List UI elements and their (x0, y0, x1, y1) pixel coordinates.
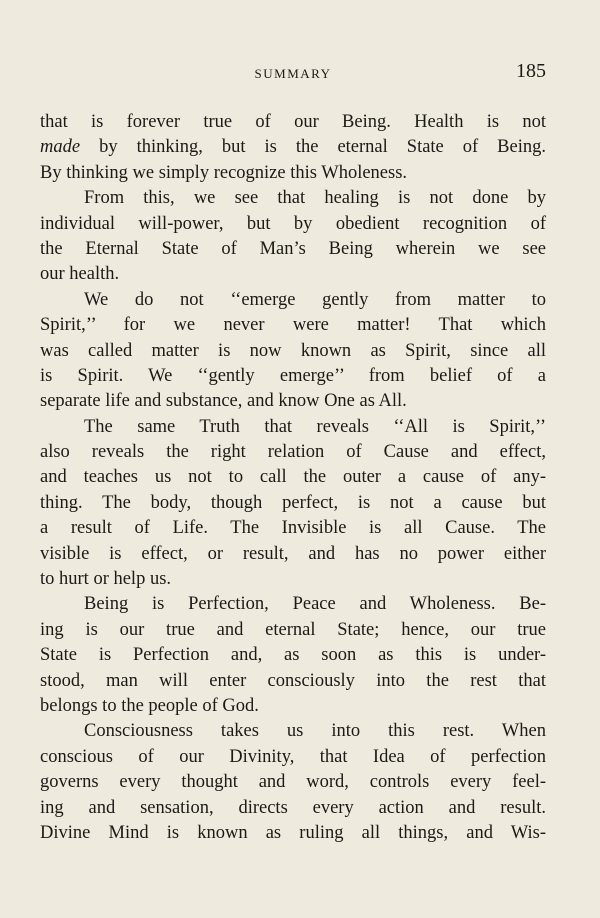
text-line: a result of Life. The Invisible is all Cause. The (40, 518, 546, 539)
running-head (40, 60, 546, 86)
italic-word: made (40, 137, 81, 158)
text-line: From this, we see that healing is not done by (84, 188, 546, 209)
text-line: Consciousness takes us into this rest. When (84, 721, 546, 742)
text-line: that is forever true of our Being. Health is not (40, 112, 546, 132)
text-line: individual will-power, but by obedient recognition of (40, 213, 546, 234)
text-line: conscious of our Divinity, that Idea of perfection (40, 746, 546, 767)
text-line: State is Perfection and, as soon as this is under- (40, 645, 546, 666)
text-line: and teaches us not to call the outer a cause of any- (40, 467, 546, 488)
text-line: to hurt or help us. (40, 569, 172, 590)
text-line: was called matter is now known as Spirit, since all (40, 340, 546, 361)
page-number: 185 (516, 60, 546, 82)
text-line: thing. The body, though perfect, is not a cause but (40, 492, 546, 513)
text-line: The same Truth that reveals ‘‘All is Spirit,’’ (84, 416, 546, 437)
text-fragment: by thinking, but is the eternal State of Being. (80, 137, 546, 158)
text-line: Being is Perfection, Peace and Wholeness. Be- (84, 594, 546, 615)
text-line: also reveals the right relation of Cause and effect, (40, 442, 546, 463)
text-line: We do not ‘‘emerge gently from matter to (84, 289, 546, 310)
text-line: is Spirit. We ‘‘gently emerge’’ from belief of a (40, 365, 546, 386)
text-line (40, 135, 546, 160)
text-line: Divine Mind is known as ruling all things, and Wis- (40, 822, 546, 843)
text-line: our health. (40, 264, 120, 285)
text-line: ing is our true and eternal State; hence, our true (40, 619, 546, 640)
text-line: By thinking we simply recognize this Wholeness. (40, 162, 408, 183)
running-title: SUMMARY (254, 66, 332, 81)
text-line: separate life and substance, and know One as All. (40, 391, 407, 412)
text-line: governs every thought and word, controls every feel- (40, 772, 546, 793)
text-line: stood, man will enter consciously into the rest that (40, 670, 546, 691)
text-line: the Eternal State of Man’s Being wherein we see (40, 238, 546, 259)
text-line: visible is effect, or result, and has no power either (40, 543, 546, 564)
text-line: belongs to the people of God. (40, 695, 259, 716)
text-line: ing and sensation, directs every action and result. (40, 797, 546, 818)
text-line: Spirit,’’ for we never were matter! That which (40, 315, 546, 336)
body-text (40, 110, 546, 846)
